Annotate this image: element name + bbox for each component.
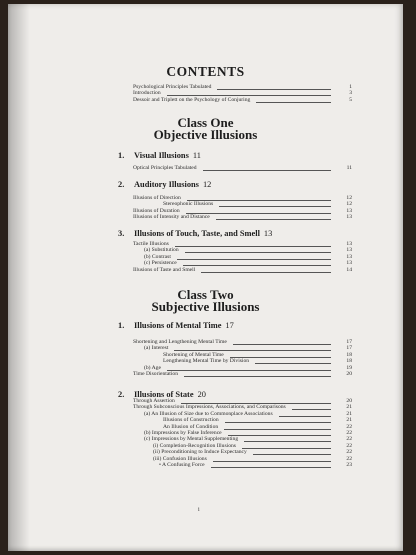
toc-entry-label: Illusions of Duration (133, 207, 180, 214)
section-page: 12 (202, 180, 212, 189)
toc-entry-page: 18 (346, 351, 352, 358)
class-one-subtitle: Objective Illusions (153, 127, 258, 142)
toc-entry-label: Through Subconscious Impressions, Associations, and Comparisons (133, 404, 286, 411)
toc-leader-rule (201, 272, 331, 273)
section-name: Illusions of State 20 (134, 390, 206, 399)
toc-entry (8, 461, 403, 469)
class-two-title: Class Two (177, 287, 234, 302)
toc-entry-page: 19 (346, 364, 352, 371)
toc-entry-label: (b) Age (144, 364, 161, 371)
toc-entry-page: 14 (346, 266, 352, 273)
toc-entry-page: 22 (346, 455, 352, 462)
toc-entry-page: 12 (346, 201, 352, 208)
toc-entry (8, 370, 403, 378)
toc-entry-label: Tactile Illusions (133, 241, 169, 247)
section-number: 1. (118, 321, 125, 330)
toc-entry-label: Illusions of Direction (133, 195, 181, 201)
toc-entry-page: 13 (346, 241, 352, 247)
toc-entry (8, 213, 403, 221)
toc-entry-page: 18 (346, 358, 352, 365)
toc-entry-label: Time Disorientation (133, 371, 179, 377)
toc-entry-page: 3 (349, 90, 352, 97)
toc-entry-label: Illusions of Taste and Smell (133, 266, 196, 273)
toc-entry (8, 266, 403, 274)
toc-entry-label: (a) An Illusion of Size due to Commonplace Associations (144, 410, 273, 417)
toc-entry-label: (c) Impressions by Mental Supplementing (144, 436, 239, 443)
toc-entry-label: Dessoir and Triplett on the Psychology of Conjuring (133, 96, 251, 103)
toc-entry-label: Shortening and Lengthening Mental Time (133, 339, 227, 345)
toc-entry-label: An Illusion of Condition (163, 423, 219, 430)
toc-entry-label: Shortening of Mental Time (163, 351, 224, 358)
toc-entry-page: 20 (346, 398, 352, 404)
toc-entry-page: 5 (349, 96, 352, 103)
toc-entry (8, 96, 403, 104)
toc-entry-page: 13 (346, 253, 352, 260)
toc-entry-page: 11 (346, 165, 352, 171)
section-name: Illusions of Mental Time 17 (134, 321, 234, 330)
section-number: 2. (118, 180, 125, 189)
toc-entry-page: 13 (346, 214, 352, 221)
page-folio: i (198, 507, 200, 513)
toc-leader-rule (211, 467, 331, 468)
toc-leader-rule (203, 170, 331, 171)
toc-entry-label: (a) Substitution (144, 247, 179, 254)
toc-leader-rule (184, 376, 331, 377)
toc-entry-label: • A Confusing Force (159, 462, 205, 468)
toc-entry-page: 21 (346, 410, 352, 417)
toc-entry-label: (b) Contrast (144, 253, 171, 260)
section-page: 11 (192, 151, 201, 160)
toc-entry-page: 17 (346, 345, 352, 352)
section-page: 13 (263, 229, 273, 238)
toc-entry-label: Illusions of Construction (163, 417, 219, 424)
toc-entry-label: (iii) Confusion Illusions (153, 455, 207, 462)
toc-entry-label: (c) Persistence (144, 260, 177, 267)
toc-entry-page: 13 (346, 260, 352, 267)
class-two-subtitle: Subjective Illusions (151, 299, 260, 314)
section-page: 17 (225, 321, 234, 330)
section-page: 20 (197, 390, 206, 399)
toc-entry-page: 21 (346, 404, 352, 411)
toc-entry-page: 22 (346, 449, 352, 456)
toc-entry-page: 1 (349, 84, 352, 90)
toc-entry-label: (a) Interest (144, 345, 169, 352)
toc-entry-label: Lengthening Mental Time by Division (163, 358, 250, 365)
toc-entry-page: 17 (346, 339, 352, 345)
toc-entry-page: 22 (346, 436, 352, 443)
toc-entry-label: Introduction (133, 90, 161, 97)
toc-entry-page: 20 (346, 371, 352, 377)
toc-entry-label: Stereophonic Illusions (163, 201, 214, 208)
toc-entry-page: 23 (346, 462, 352, 468)
toc-entry-label: Psychological Principles Tabulated (133, 84, 212, 90)
section-name: Illusions of Touch, Taste, and Smell 13 (134, 229, 273, 238)
toc-entry-label: (i) Completion-Recognition Illusions (153, 442, 236, 449)
toc-leader-rule (256, 102, 331, 103)
section-number: 3. (118, 229, 125, 238)
section-number: 2. (118, 390, 125, 399)
section-name: Auditory Illusions 12 (134, 180, 212, 189)
toc-entry-page: 13 (346, 207, 352, 214)
book-page (8, 4, 403, 551)
class-one-title: Class One (177, 115, 234, 130)
section-name: Visual Illusions 11 (134, 151, 201, 160)
toc-leader-rule (216, 219, 331, 220)
toc-entry-page: 13 (346, 247, 352, 254)
toc-entry (8, 164, 403, 172)
toc-entry-page: 22 (346, 442, 352, 449)
toc-entry-label: Optical Principles Tabulated (133, 165, 197, 171)
toc-entry-label: (b) Impressions by False Inference (144, 430, 222, 436)
toc-entry-label: Illusions of Intensity and Distance (133, 214, 210, 221)
toc-entry-label: Through Assertion (133, 398, 175, 404)
contents-heading: CONTENTS (166, 64, 245, 79)
toc-entry-label: (ii) Preconditioning to Induce Expectancy (153, 449, 247, 456)
toc-entry-page: 12 (346, 195, 352, 201)
toc-entry-page: 22 (346, 423, 352, 430)
section-number: 1. (118, 151, 125, 160)
toc-entry-page: 21 (346, 417, 352, 424)
toc-entry-page: 22 (346, 430, 352, 436)
